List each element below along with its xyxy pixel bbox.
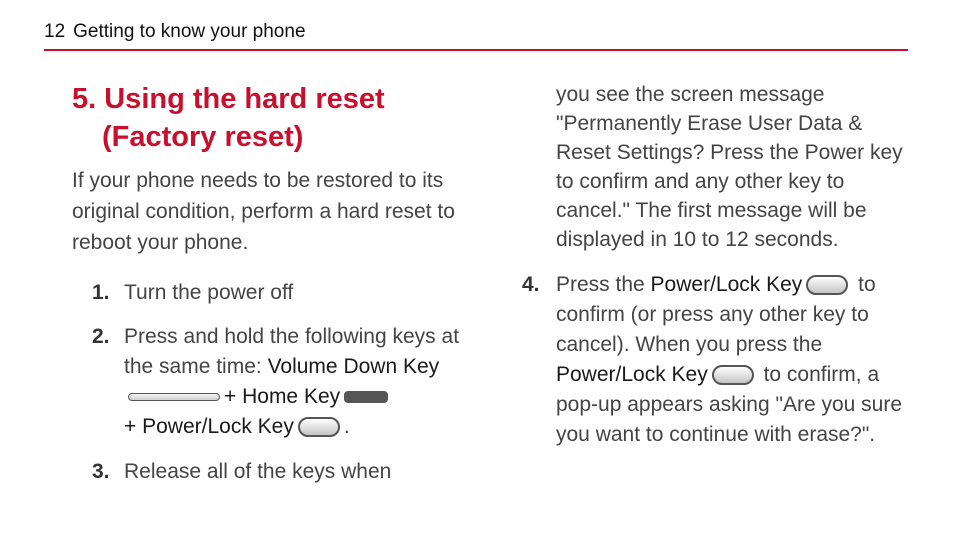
title-line-2: (Factory reset) <box>102 121 304 153</box>
power-lock-key-icon <box>298 417 340 437</box>
title-line-1: 5. Using the hard reset <box>72 83 385 115</box>
step-text: Release all of the keys when <box>124 460 392 483</box>
step-text <box>556 270 908 450</box>
home-key-label: + Home Key <box>224 385 341 408</box>
volume-down-key-label: Volume Down Key <box>267 355 440 378</box>
step-2-prefix: Press and hold the following keys at the same time: <box>124 325 460 378</box>
step-4-part-b: to confirm (or press any other key to cancel). When you press the <box>556 273 876 356</box>
home-key-icon <box>344 391 388 403</box>
power-lock-key-label: + Power/Lock Key <box>124 415 294 438</box>
page-number: 12 <box>44 21 66 42</box>
step-number: 3. <box>92 460 110 483</box>
step-4-part-a: Press the <box>556 273 651 296</box>
power-lock-key-label: Power/Lock Key <box>650 273 803 296</box>
page-header <box>44 21 306 43</box>
step-2 <box>92 322 472 442</box>
step-3-continuation: you see the screen message "Permanently Erase User Data & Reset Settings? Press the Power key to confirm and any other key to cancel." The first message will be displayed in 10 to 12 seconds. <box>556 83 903 251</box>
step-3 <box>92 457 472 487</box>
step-number: 4. <box>522 273 540 296</box>
step-number: 2. <box>92 325 110 348</box>
header-rule <box>44 49 908 51</box>
step-text <box>124 322 472 442</box>
intro-paragraph: If your phone needs to be restored to its original condition, perform a hard reset to reboot your phone. <box>72 169 455 254</box>
power-lock-key-label: Power/Lock Key <box>556 363 708 386</box>
power-lock-key-icon <box>806 275 848 295</box>
step-2-end: . <box>343 415 350 438</box>
volume-down-key-icon <box>128 393 220 401</box>
page-title <box>72 80 385 156</box>
step-text: Turn the power off <box>124 281 294 304</box>
power-lock-key-icon <box>712 365 754 385</box>
step-1 <box>92 278 472 308</box>
step-4 <box>522 270 908 450</box>
section-title: Getting to know your phone <box>73 21 306 42</box>
step-4-part-c: to confirm, a pop-up appears asking "Are you sure you want to continue with erase?". <box>556 363 902 446</box>
step-number: 1. <box>92 281 110 304</box>
